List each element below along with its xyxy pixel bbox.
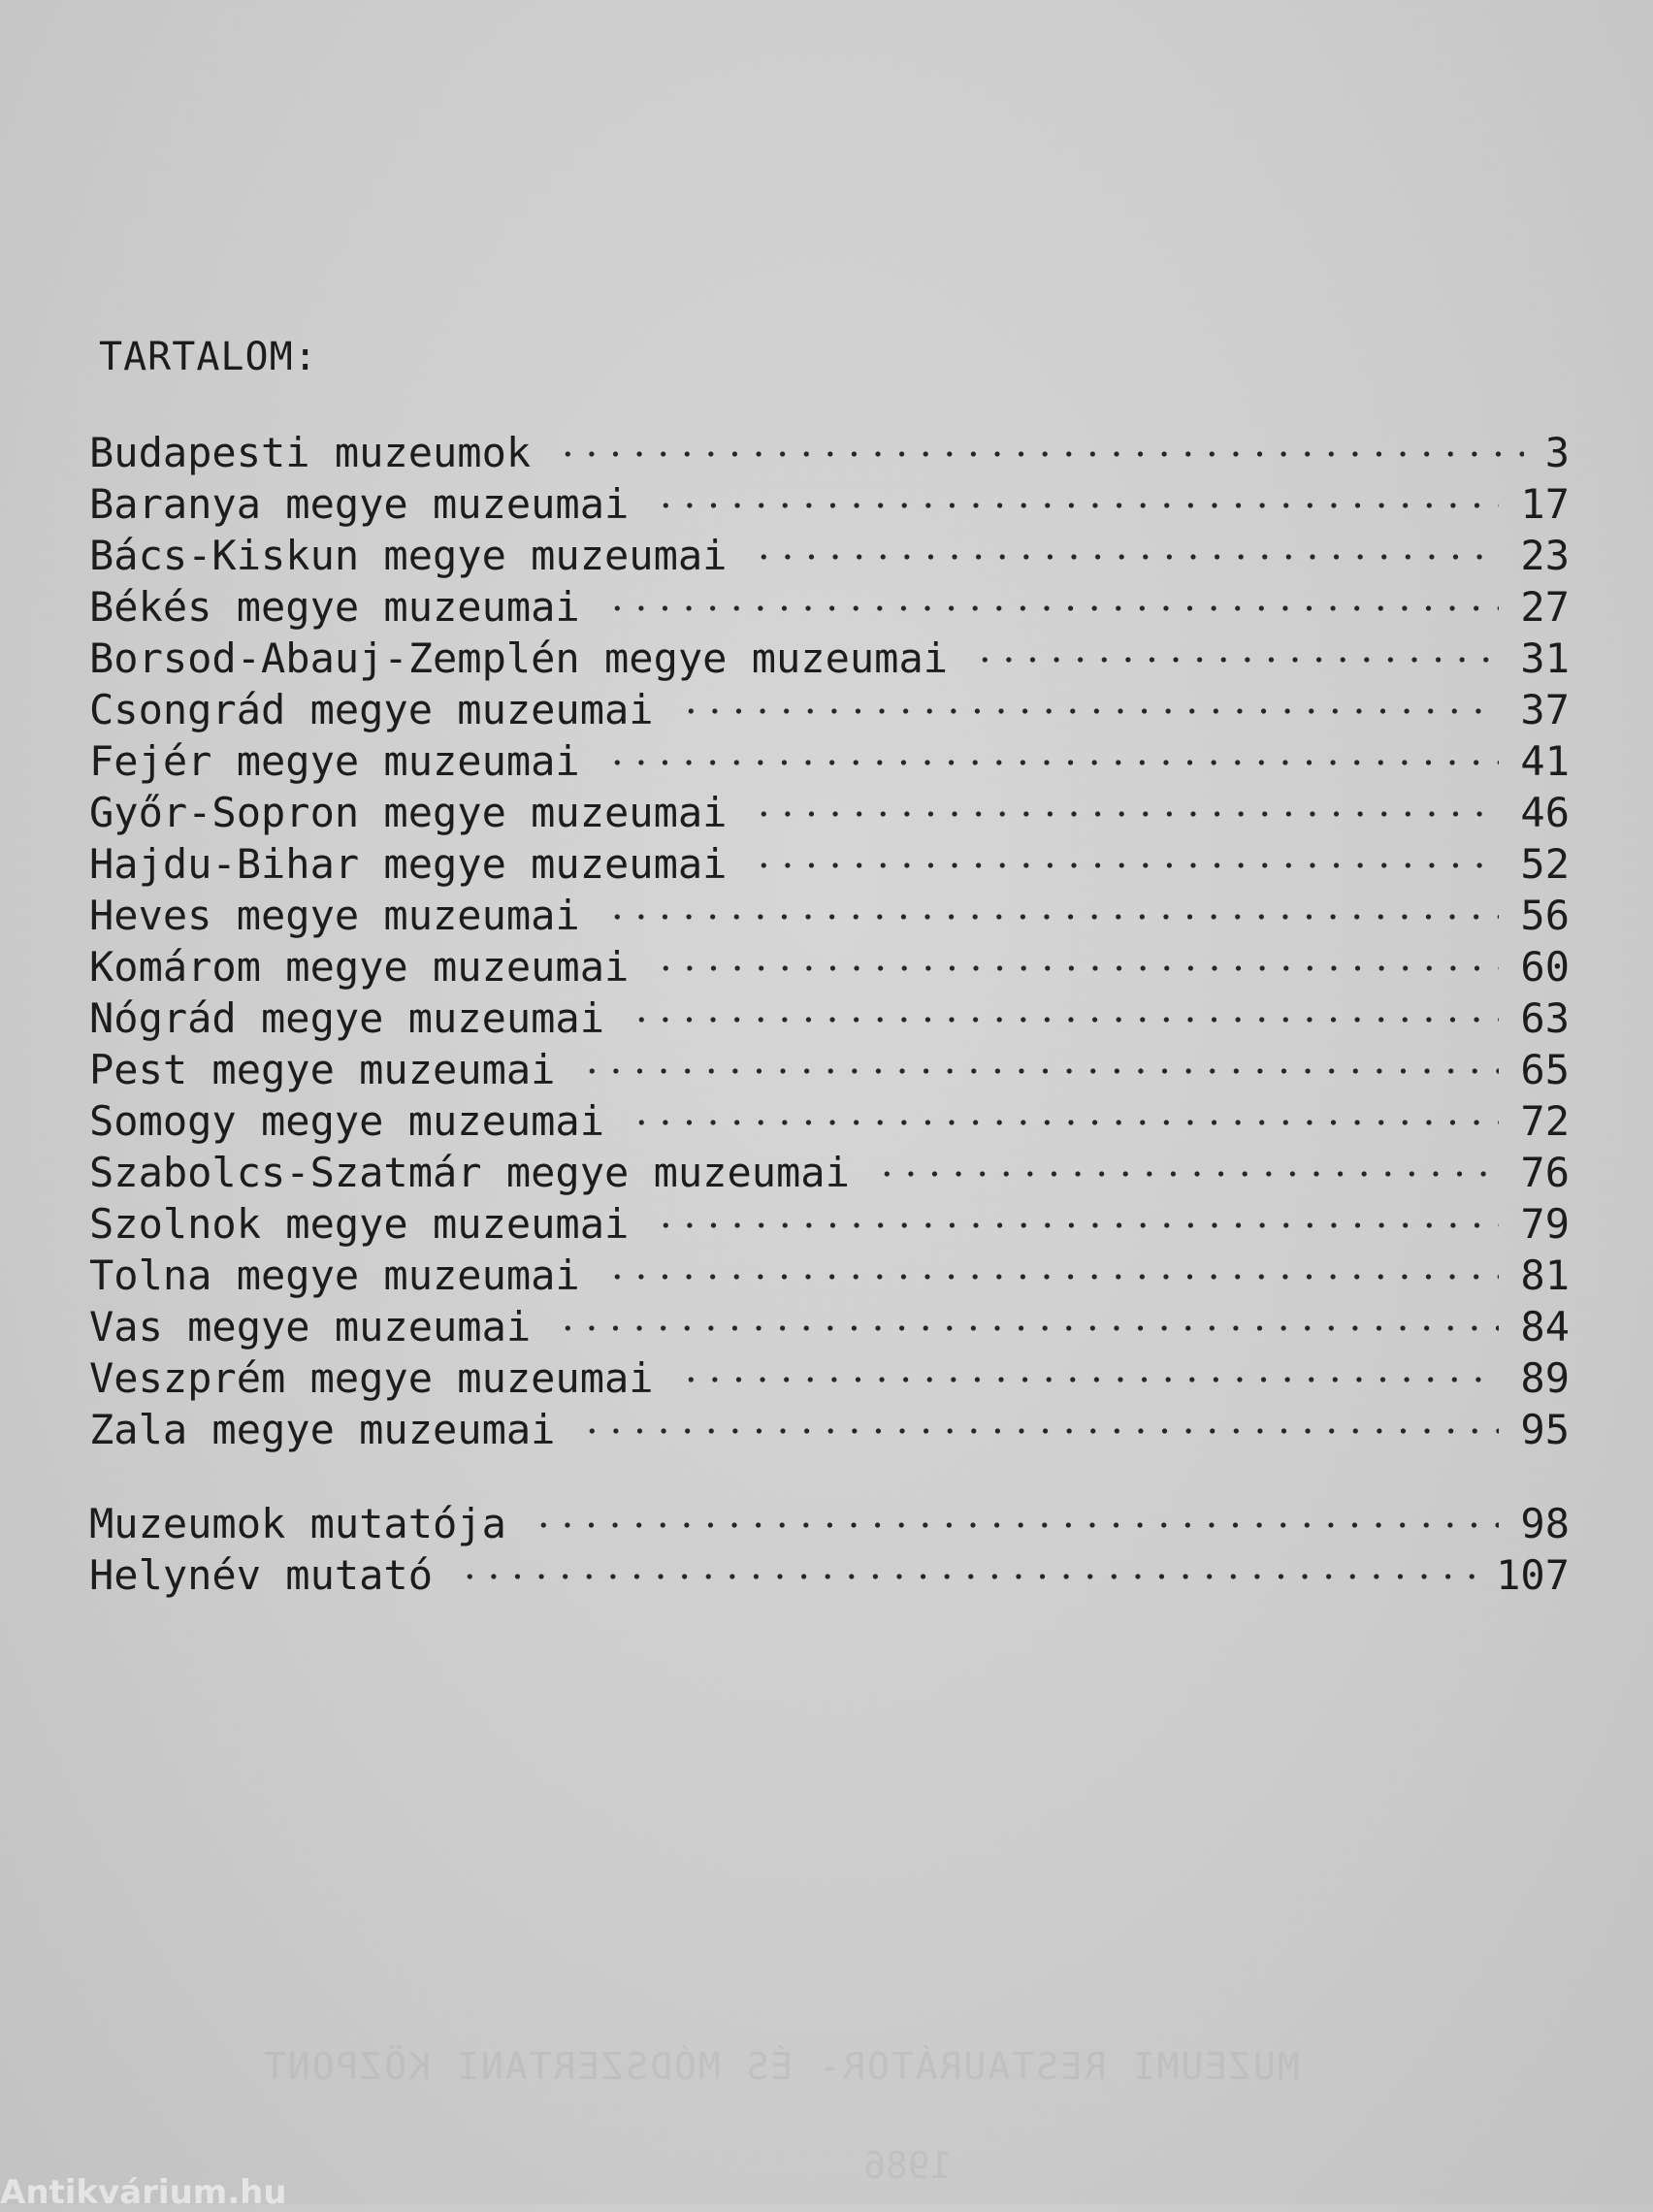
index-entry-page: 107 (1496, 1551, 1570, 1599)
table-of-contents (89, 427, 1570, 1601)
toc-entry-label: Vas megye muzeumai (89, 1303, 532, 1350)
toc-entry-label: Csongrád megye muzeumai (89, 686, 654, 733)
dot-leader (532, 1521, 1499, 1529)
toc-entry-page: 65 (1520, 1046, 1570, 1093)
toc-entry-page: 17 (1520, 480, 1570, 528)
toc-entry (89, 890, 1570, 941)
toc-entry-page: 46 (1520, 789, 1570, 836)
dot-leader (679, 707, 1499, 715)
toc-entry (89, 992, 1570, 1044)
dot-leader (556, 450, 1524, 458)
toc-entry-label: Győr-Sopron megye muzeumai (89, 789, 728, 836)
toc-entry-label: Fejér megye muzeumai (89, 737, 580, 785)
dot-leader (580, 1067, 1499, 1075)
dot-leader (605, 913, 1499, 921)
toc-entry (89, 1147, 1570, 1198)
toc-entry-page: 95 (1520, 1406, 1570, 1453)
toc-entry-label: Zala megye muzeumai (89, 1406, 556, 1453)
toc-entry-page: 23 (1520, 532, 1570, 579)
toc-entry (89, 787, 1570, 838)
toc-entry (89, 941, 1570, 992)
dot-leader (556, 1324, 1499, 1332)
toc-entry (89, 427, 1570, 478)
toc-entry-page: 31 (1520, 634, 1570, 682)
toc-entry-page: 60 (1520, 943, 1570, 991)
toc-entry-label: Hajdu-Bihar megye muzeumai (89, 840, 728, 888)
dot-leader (630, 1119, 1499, 1126)
toc-entry-label: Bács-Kiskun megye muzeumai (89, 532, 728, 579)
dot-leader (752, 553, 1499, 561)
toc-heading: TARTALOM: (99, 335, 318, 379)
toc-entry (89, 684, 1570, 735)
toc-entry-label: Veszprém megye muzeumai (89, 1354, 654, 1402)
dot-leader (875, 1170, 1499, 1178)
toc-entry (89, 581, 1570, 633)
index-entry-page: 98 (1520, 1500, 1570, 1547)
toc-entry-label: Heves megye muzeumai (89, 892, 580, 939)
toc-entry (89, 530, 1570, 581)
toc-entry-page: 56 (1520, 892, 1570, 939)
toc-entry-page: 37 (1520, 686, 1570, 733)
toc-entry-page: 81 (1520, 1252, 1570, 1299)
toc-entry (89, 633, 1570, 684)
toc-entry (89, 1198, 1570, 1250)
dot-leader (458, 1573, 1475, 1580)
toc-entry (89, 838, 1570, 890)
toc-entry-page: 79 (1520, 1200, 1570, 1248)
index-entry-label: Helynév mutató (89, 1551, 434, 1599)
toc-entry-label: Komárom megye muzeumai (89, 943, 630, 991)
toc-entry (89, 1250, 1570, 1301)
toc-entry-page: 84 (1520, 1303, 1570, 1350)
dot-leader (605, 1273, 1499, 1281)
toc-entry-label: Budapesti muzeumok (89, 429, 532, 476)
toc-entry-label: Szabolcs-Szatmár megye muzeumai (89, 1149, 850, 1196)
index-entry (89, 1498, 1570, 1549)
dot-leader (654, 1221, 1499, 1229)
toc-entry-page: 41 (1520, 737, 1570, 785)
dot-leader (752, 810, 1499, 818)
toc-entry-page: 72 (1520, 1097, 1570, 1145)
toc-entry-label: Békés megye muzeumai (89, 583, 580, 631)
index-entry (89, 1549, 1570, 1601)
index-entry-label: Muzeumok mutatója (89, 1500, 506, 1547)
toc-entry-label: Tolna megye muzeumai (89, 1252, 580, 1299)
toc-entry (89, 1301, 1570, 1352)
toc-entry-label: Szolnok megye muzeumai (89, 1200, 630, 1248)
toc-entry-label: Pest megye muzeumai (89, 1046, 556, 1093)
toc-entry-label: Borsod-Abauj-Zemplén megye muzeumai (89, 634, 949, 682)
toc-entry-page: 52 (1520, 840, 1570, 888)
dot-leader (580, 1427, 1499, 1435)
toc-entry-page: 63 (1520, 994, 1570, 1042)
toc-entry-page: 76 (1520, 1149, 1570, 1196)
toc-entry (89, 1404, 1570, 1455)
dot-leader (605, 604, 1499, 612)
dot-leader (679, 1376, 1499, 1383)
bleed-through-text: MUZEUMI RESTAURÁTOR- ÉS MÓDSZERTANI KÖZPONT (262, 2045, 1300, 2088)
toc-entry-label: Baranya megye muzeumai (89, 480, 630, 528)
toc-entry-label: Somogy megye muzeumai (89, 1097, 605, 1145)
dot-leader (973, 656, 1499, 664)
toc-entry (89, 1044, 1570, 1095)
dot-leader (752, 862, 1499, 869)
dot-leader (630, 1016, 1499, 1024)
toc-entry (89, 1352, 1570, 1404)
toc-entry (89, 1095, 1570, 1147)
bleed-through-year: 1986 (863, 2144, 953, 2187)
toc-entry-label: Nógrád megye muzeumai (89, 994, 605, 1042)
toc-entry (89, 735, 1570, 787)
watermark: Antikvárium.hu (0, 2173, 287, 2212)
dot-leader (654, 964, 1499, 972)
dot-leader (654, 502, 1499, 509)
toc-entry-page: 27 (1520, 583, 1570, 631)
toc-entry-page: 3 (1544, 429, 1570, 476)
dot-leader (605, 759, 1499, 766)
section-spacer (89, 1455, 1570, 1498)
toc-entry-page: 89 (1520, 1354, 1570, 1402)
toc-entry (89, 478, 1570, 530)
